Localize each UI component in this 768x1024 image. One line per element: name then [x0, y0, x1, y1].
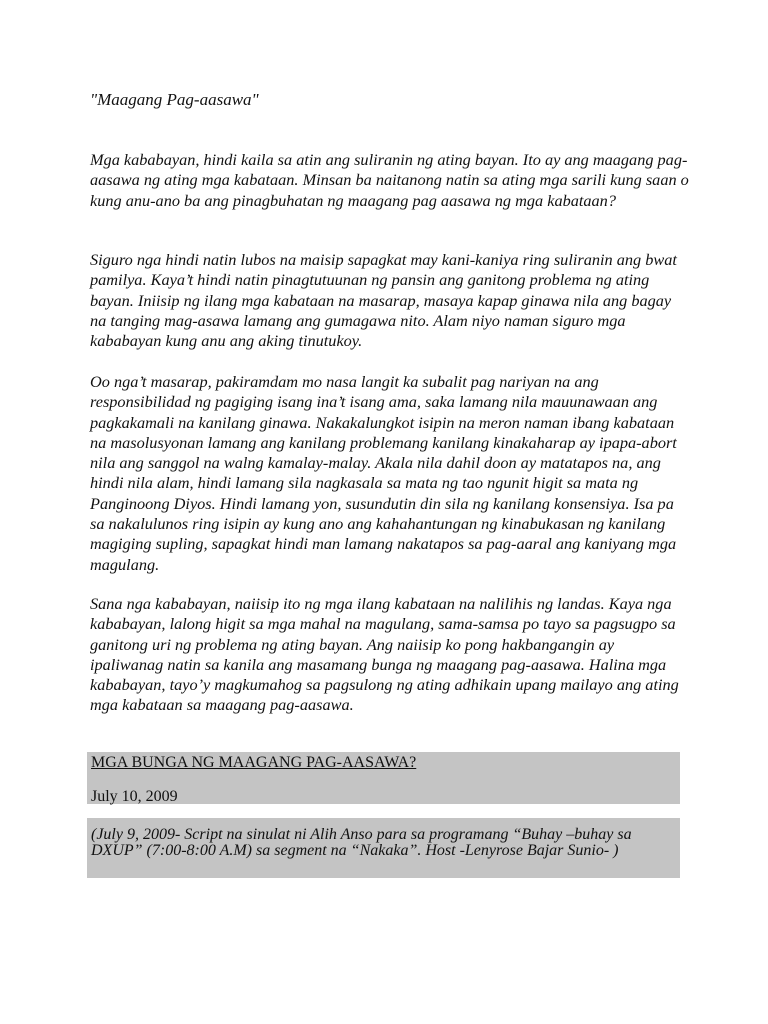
section-heading-link[interactable]: MGA BUNGA NG MAAGANG PAG-AASAWA?: [91, 754, 417, 771]
script-note: (July 9, 2009- Script na sinulat ni Alih Anso para sa programang “Buhay –buhay sa DXUP” (7:00-8:00 A.M) sa segment na “Nakaka”. Host -Lenyrose Bajar Sunio- ): [91, 826, 632, 859]
paragraph-4: Sana nga kababayan, naiisip ito ng mga ilang kabataan na nalilihis ng landas. Kaya nga kababayan, lalong higit sa mga mahal na magulang, sama-samsa po tayo sa pagsugpo sa ganitong uri ng problema ng ating bayan. Ang naiisip ko pong hakbangangin ay ipaliwanag natin sa kanila ang masamang bunga ng maagang pag-aasawa. Halina mga kababayan, tayo’y magkumahog sa pagsulong ng ating adhikain upang mailayo ang ating mga kabataan sa maagang pag-aasawa.: [90, 594, 679, 715]
post-date: July 10, 2009: [91, 788, 178, 805]
paragraph-2: Siguro nga hindi natin lubos na maisip sapagkat may kani-kaniya ring suliranin ang bwat pamilya. Kaya’t hindi natin pinagtutuunan ng pansin ang ganitong problema ng ating bayan. Iniisip ng ilang mga kabataan na masarap, masaya kapap ginawa nila ang bagay na tanging mag-asawa lamang ang gumagawa nito. Alam niyo naman siguro mga kababayan kung anu ang aking tinutukoy.: [90, 250, 677, 351]
paragraph-1: Mga kababayan, hindi kaila sa atin ang suliranin ng ating bayan. Ito ay ang maagang pag-aasawa ng ating mga kabataan. Minsan ba naitanong natin sa ating mga sarili kung saan o kung anu-ano ba ang pinagbuhatan ng maagang pag aasawa ng mga kabataan?: [90, 150, 689, 210]
paragraph-3: Oo nga’t masarap, pakiramdam mo nasa langit ka subalit pag nariyan na ang responsibilidad ng pagiging isang ina’t isang ama, saka lamang nila mauunawaan ang pagkakamali na kanilang ginawa. Nakakalungkot isipin na meron naman ibang kabataan na masolusyonan lamang ang kanilang problemang kanilang kinakaharap ay ipapa-abort nila ang sanggol na walng kamalay-malay. Akala nila dahil doon ay matatapos na, ang hindi nila alam, hindi lamang sila nagkasala sa mata ng tao ngunit higit sa mata ng Panginoong Diyos. Hindi lamang yon, susundutin din sila ng kanilang konsensiya. Isa pa sa nakalulunos ring isipin ay kung ano ang kahahantungan ng kinabukasan ng kanilang magiging supling, sapagkat hindi man lamang nakatapos sa pag-aaral ang kaniyang mga magulang.: [90, 372, 677, 574]
document-title: "Maagang Pag-aasawa": [90, 90, 259, 109]
